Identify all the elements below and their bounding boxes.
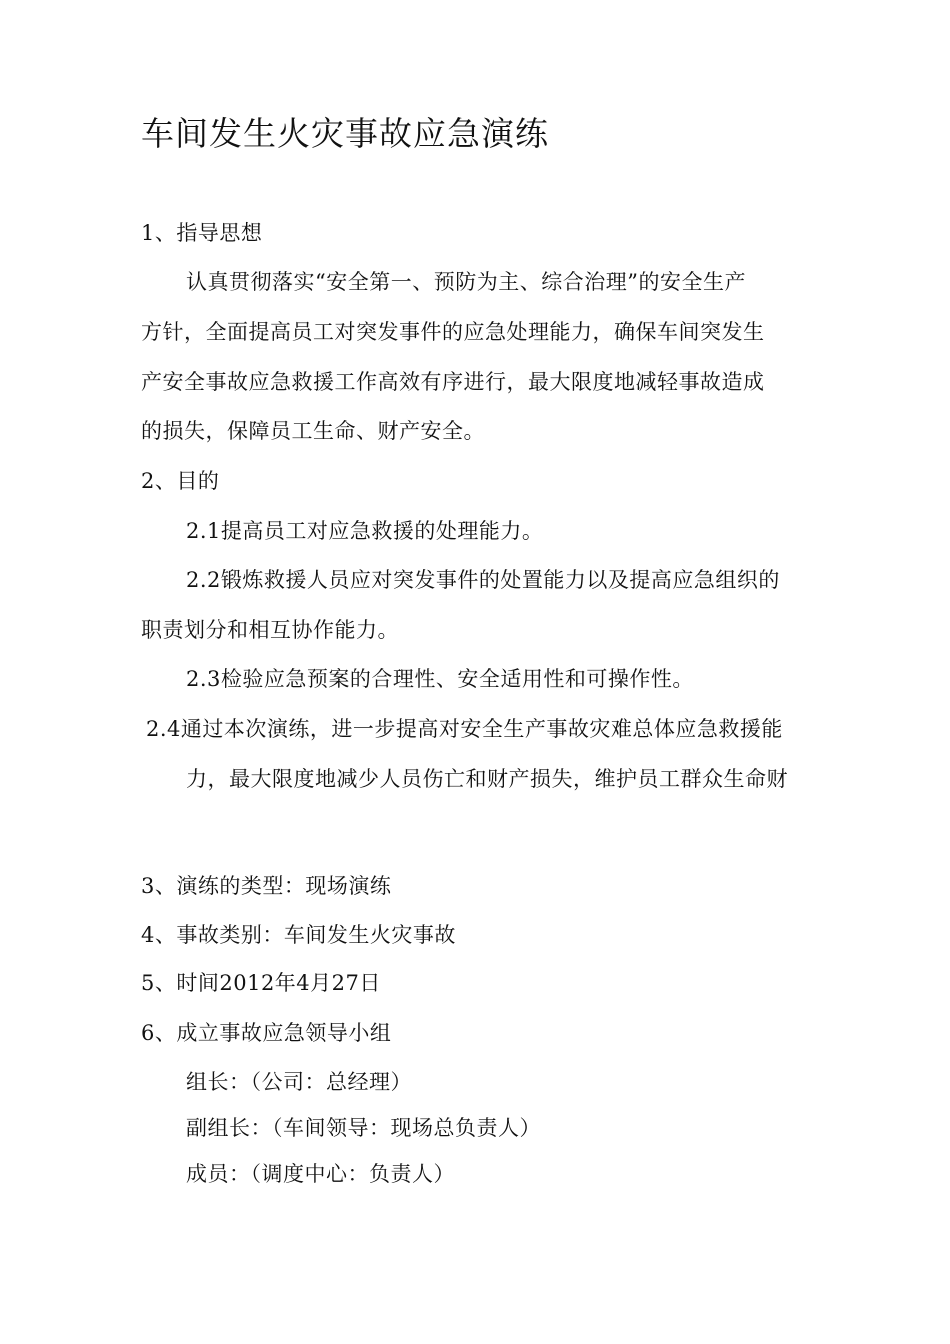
section-1-paragraph-line-1: 认真贯彻落实“安全第一、预防为主、综合治理”的安全生产	[186, 270, 746, 294]
section-1-paragraph-line-3: 产安全事故应急救援工作高效有序进行，最大限度地减轻事故造成	[141, 370, 765, 394]
section-4: 4、事故类别：车间发生火灾事故	[141, 923, 456, 947]
document-title: 车间发生火灾事故应急演练	[141, 114, 549, 153]
section-5: 5、时间2012年4月27日	[141, 971, 381, 995]
section-2-3: 2.3检验应急预案的合理性、安全适用性和可操作性。	[186, 667, 694, 691]
section-2-4-line-1: 2.4通过本次演练，进一步提高对安全生产事故灾难总体应急救援能	[146, 717, 783, 741]
section-2-4-line-2: 力，最大限度地减少人员伤亡和财产损失，维护员工群众生命财	[186, 767, 788, 791]
section-1-paragraph-line-4: 的损失，保障员工生命、财产安全。	[141, 419, 485, 443]
section-2-1: 2.1提高员工对应急救援的处理能力。	[186, 519, 544, 543]
section-3: 3、演练的类型：现场演练	[141, 874, 392, 898]
section-6-deputy-leader: 副组长：（车间领导：现场总负责人）	[186, 1116, 541, 1140]
section-2-2-line-1: 2.2锻炼救援人员应对突发事件的处置能力以及提高应急组织的	[186, 568, 780, 592]
section-1-heading: 1、指导思想	[141, 221, 263, 245]
section-2-heading: 2、目的	[141, 469, 220, 493]
section-6-heading: 6、成立事故应急领导小组	[141, 1021, 392, 1045]
section-6-members: 成员：（调度中心：负责人）	[186, 1162, 455, 1186]
section-6-leader: 组长：（公司：总经理）	[186, 1070, 412, 1094]
section-1-paragraph-line-2: 方针，全面提高员工对突发事件的应急处理能力，确保车间突发生	[141, 320, 765, 344]
section-2-2-line-2: 职责划分和相互协作能力。	[141, 618, 399, 642]
